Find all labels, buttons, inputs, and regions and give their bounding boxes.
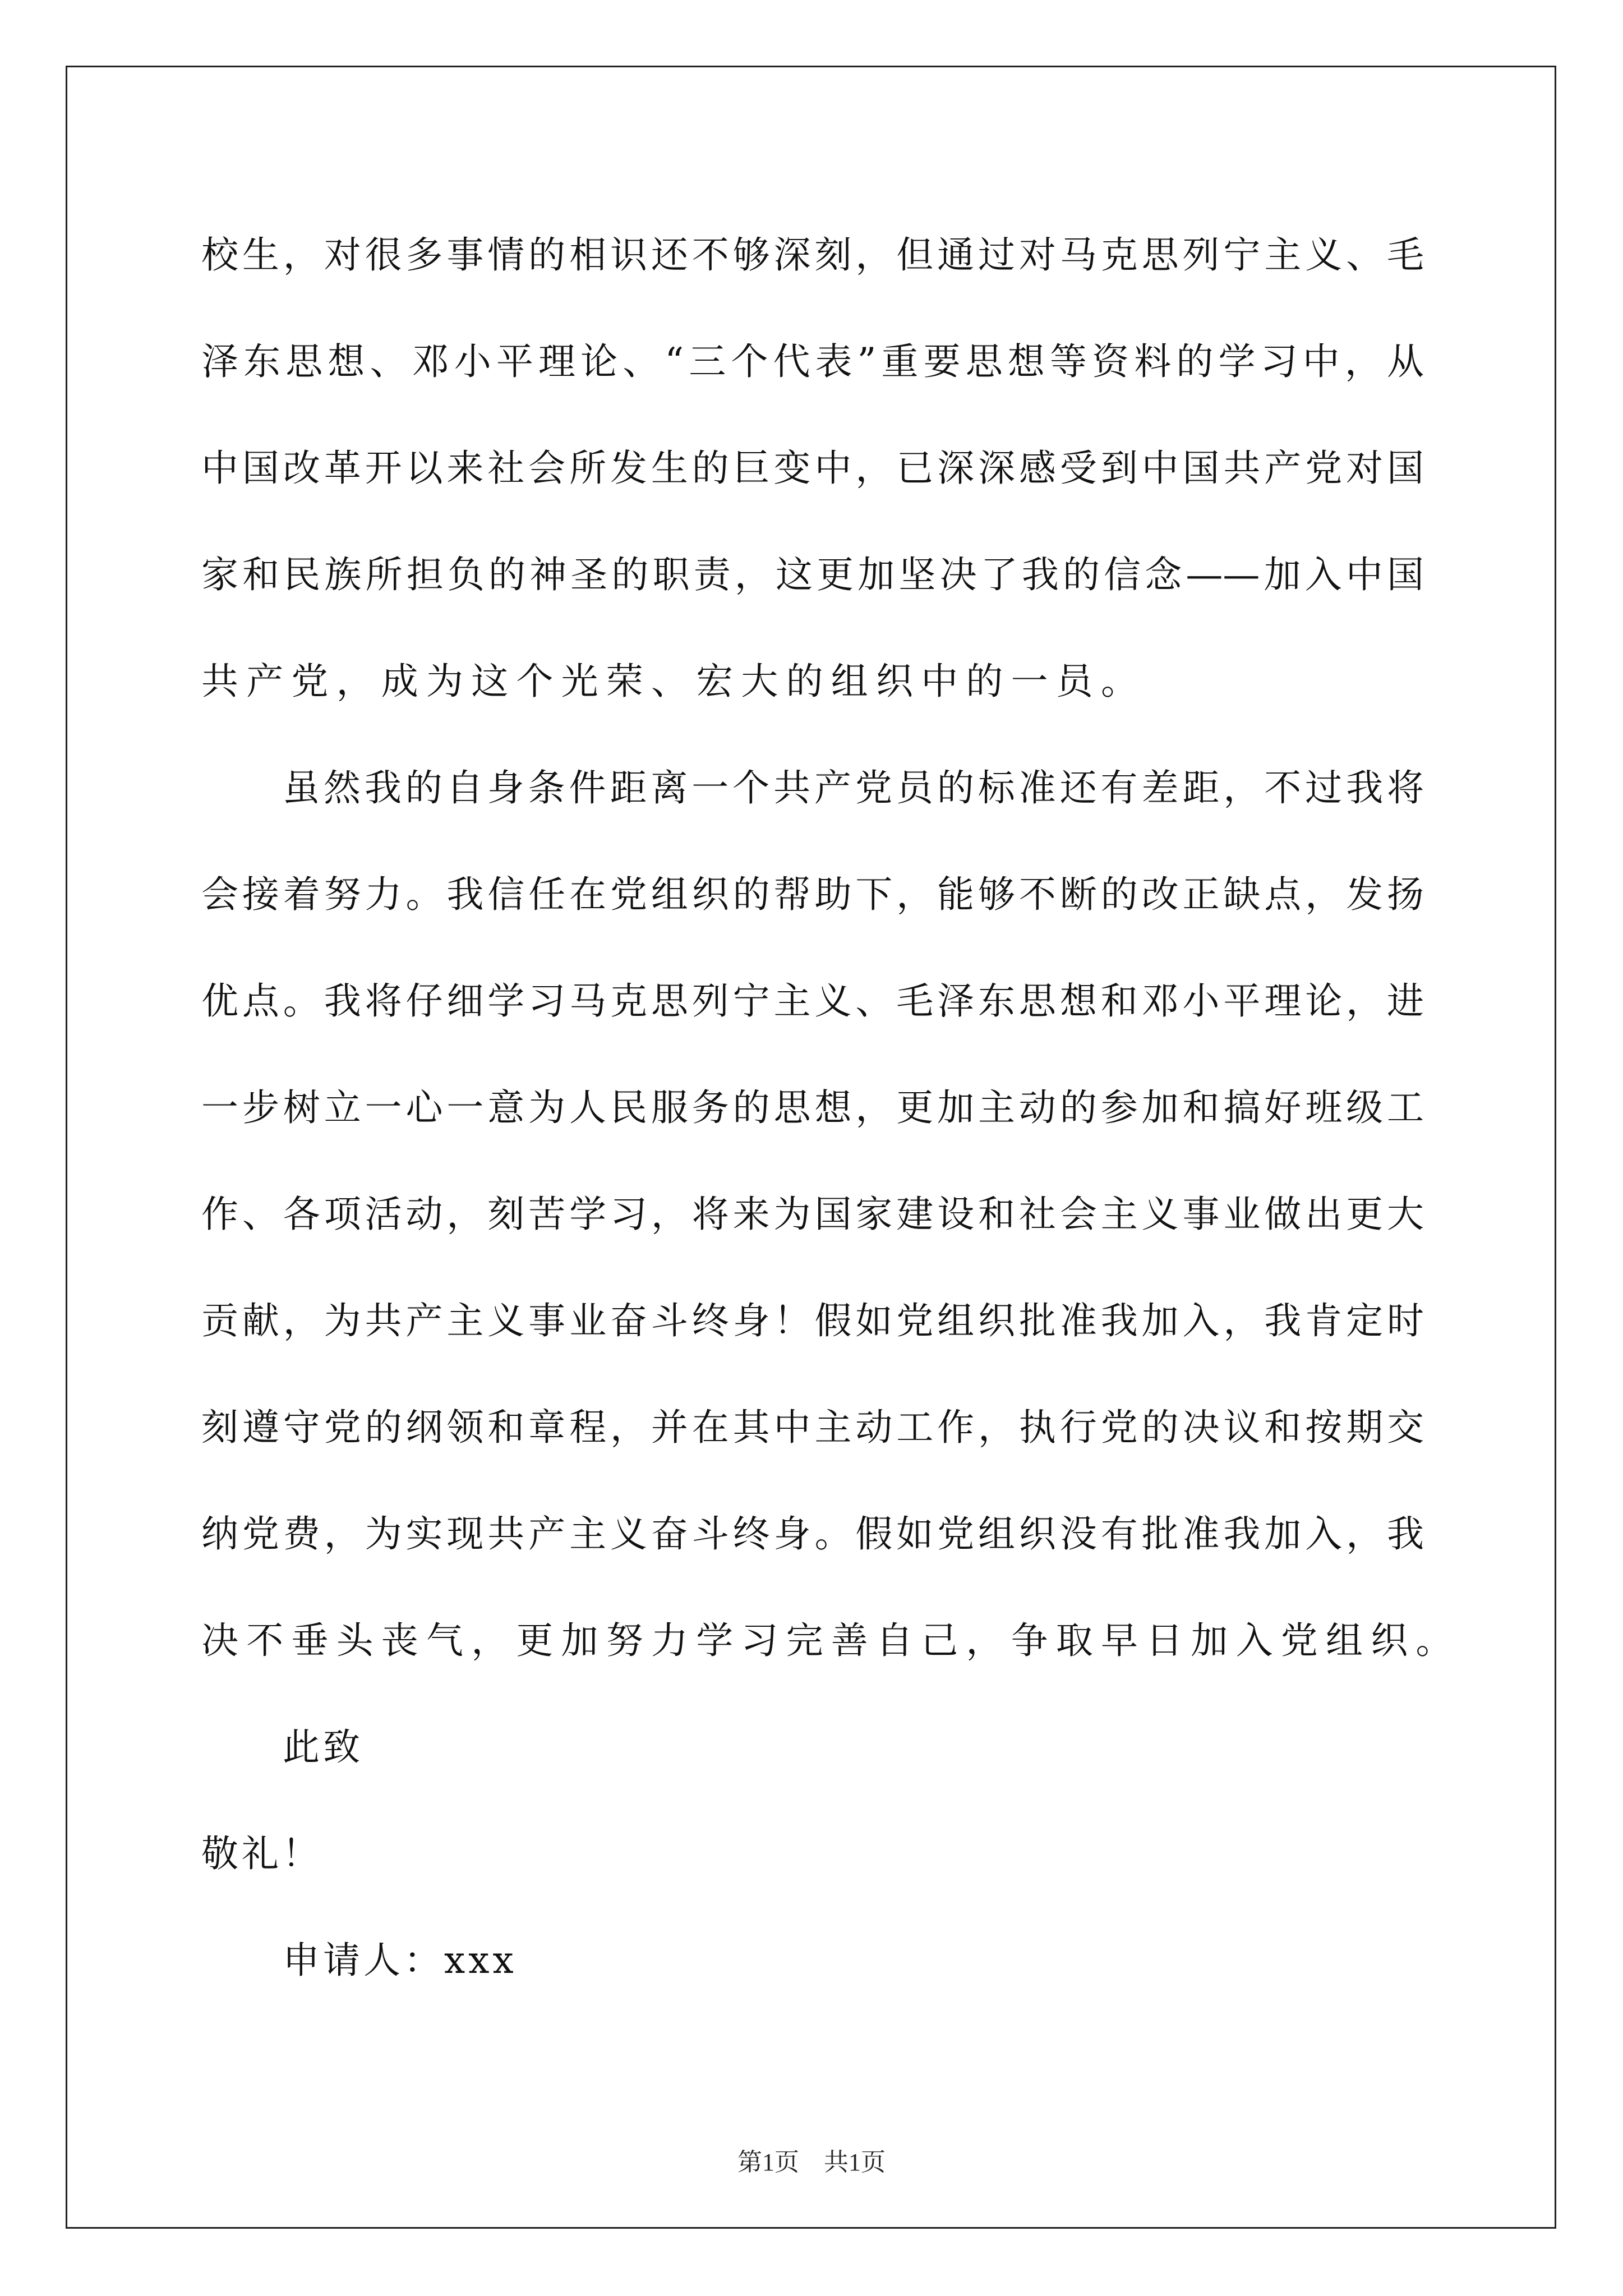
text-line: 贡献，为共产主义事业奋斗终身！假如党组织批准我加入，我肯定时 (201, 1299, 1424, 1342)
text-line: 校生，对很多事情的相识还不够深刻，但通过对马克思列宁主义、毛 (201, 233, 1424, 277)
salutation: 此致 (283, 1726, 363, 1769)
text-line: 刻遵守党的纲领和章程，并在其中主动工作，执行党的决议和按期交 (201, 1406, 1424, 1449)
page-footer: 第1页 共1页 (737, 2148, 886, 2176)
regards: 敬礼！ (201, 1832, 322, 1875)
text-line: 虽然我的自身条件距离一个共产党员的标准还有差距，不过我将 (283, 766, 1424, 809)
text-line: 会接着努力。我信任在党组织的帮助下，能够不断的改正缺点，发扬 (201, 873, 1424, 916)
text-line: 泽东思想、邓小平理论、“三个代表”重要思想等资料的学习中，从 (201, 340, 1424, 383)
text-line: 共产党，成为这个光荣、宏大的组织中的一员。 (201, 660, 1146, 703)
text-line: 一步树立一心一意为人民服务的思想，更加主动的参加和搞好班级工 (201, 1086, 1424, 1129)
text-line: 纳党费，为实现共产主义奋斗终身。假如党组织没有批准我加入，我 (201, 1512, 1424, 1556)
text-line: 作、各项活动，刻苦学习，将来为国家建设和社会主义事业做出更大 (201, 1193, 1424, 1236)
text-line: 家和民族所担负的神圣的职责，这更加坚决了我的信念——加入中国 (201, 553, 1424, 596)
paragraph-2 (201, 735, 1461, 1694)
text-line: 决不垂头丧气，更加努力学习完善自己，争取早日加入党组织。 (201, 1619, 1461, 1662)
letter-body (201, 202, 1461, 2014)
text-line: 优点。我将仔细学习马克思列宁主义、毛泽东思想和邓小平理论，进 (201, 979, 1424, 1023)
text-line: 中国改革开以来社会所发生的巨变中，已深深感受到中国共产党对国 (201, 447, 1424, 490)
applicant-signature: 申请人：xxx (283, 1939, 517, 1982)
paragraph-1 (201, 202, 1424, 735)
